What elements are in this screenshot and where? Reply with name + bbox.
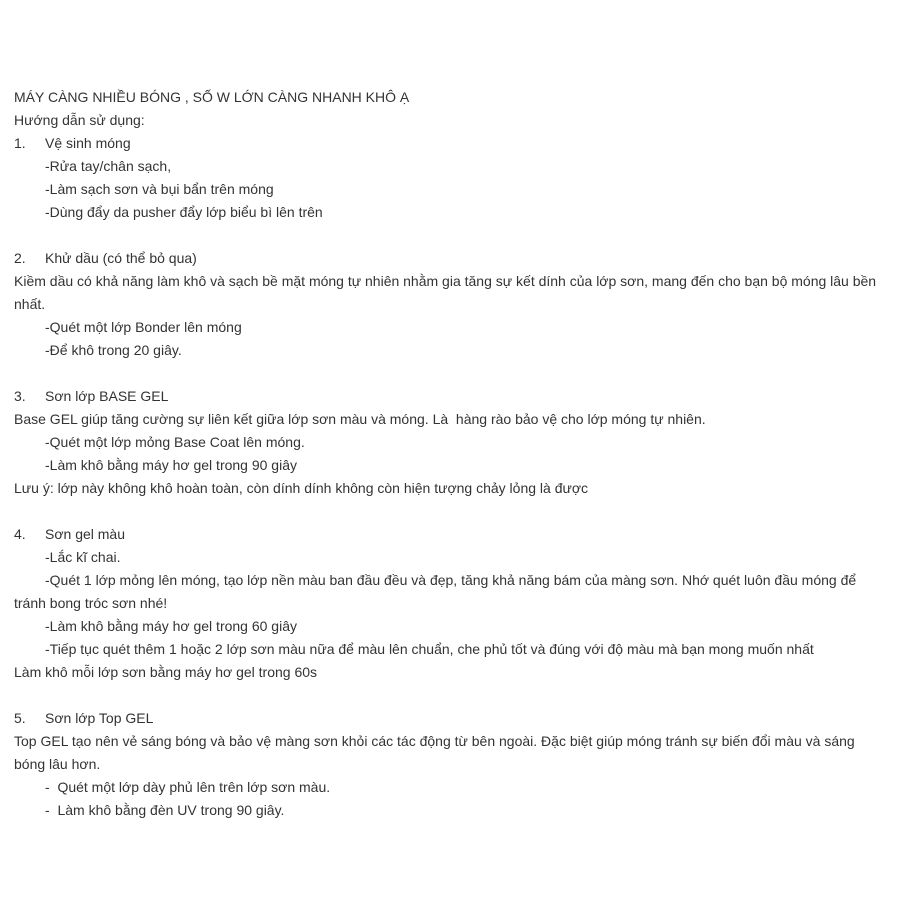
step-description: Base GEL giúp tăng cường sự liên kết giữa lớp sơn màu và móng. Là hàng rào bảo vệ cho lớp móng tự nhiên.	[14, 411, 706, 427]
step-item: -Làm khô bằng máy hơ gel trong 60 giây	[45, 618, 297, 634]
step-title: Vệ sinh móng	[45, 135, 131, 151]
step-item: -Dùng đẩy da pusher đẩy lớp biểu bì lên trên	[45, 204, 323, 220]
step-title: Sơn gel màu	[45, 526, 126, 542]
step-item: -Làm khô bằng máy hơ gel trong 90 giây	[45, 457, 297, 473]
step-item: -Rửa tay/chân sạch,	[45, 158, 172, 174]
step-3-title	[14, 385, 884, 408]
guide-title: Hướng dẫn sử dụng:	[14, 112, 145, 128]
step-item: -Làm sạch sơn và bụi bẩn trên móng	[45, 181, 274, 197]
spacer	[14, 684, 884, 707]
step-note: Lưu ý: lớp này không khô hoàn toàn, còn dính dính không còn hiện tượng chảy lỏng là được	[14, 480, 589, 496]
step-item: -Tiếp tục quét thêm 1 hoặc 2 lớp sơn màu nữa để màu lên chuẩn, che phủ tốt và đúng với độ màu mà bạn mong muốn nhất	[45, 641, 814, 657]
step-5-title	[14, 707, 884, 730]
step-number: 5.	[14, 710, 26, 726]
step-title: Sơn lớp BASE GEL	[45, 388, 169, 404]
spacer	[14, 362, 884, 385]
step-1-title	[14, 132, 884, 155]
step-item: - Làm khô bằng đèn UV trong 90 giây.	[45, 802, 285, 818]
step-4-title	[14, 523, 884, 546]
step-item: -Lắc kĩ chai.	[45, 549, 121, 565]
step-item: -Quét một lớp mỏng Base Coat lên móng.	[45, 434, 305, 450]
step-number: 1.	[14, 135, 26, 151]
step-item: -Quét một lớp Bonder lên móng	[45, 319, 242, 335]
step-number: 4.	[14, 526, 26, 542]
step-number: 2.	[14, 250, 26, 266]
heading: MÁY CÀNG NHIỀU BÓNG , SỐ W LỚN CÀNG NHANH KHÔ Ạ	[14, 89, 410, 105]
step-item: -Để khô trong 20 giây.	[45, 342, 182, 358]
step-item: -Quét 1 lớp mỏng lên móng, tạo lớp nền màu ban đầu đều và đẹp, tăng khả năng bám của màng sơn. Nhớ quét luôn đầu móng để	[45, 572, 857, 588]
step-item: - Quét một lớp dày phủ lên trên lớp sơn màu.	[45, 779, 331, 795]
spacer	[14, 224, 884, 247]
step-item-continued: tránh bong tróc sơn nhé!	[14, 595, 168, 611]
step-description: Top GEL tạo nên vẻ sáng bóng và bảo vệ màng sơn khỏi các tác động từ bên ngoài. Đặc biệt giúp móng tránh sự biến đổi màu và sáng bóng lâu hơn.	[14, 733, 859, 772]
step-description: Kiềm dầu có khả năng làm khô và sạch bề mặt móng tự nhiên nhằm gia tăng sự kết dính của lớp sơn, mang đến cho bạn bộ móng lâu bền nhất.	[14, 273, 880, 312]
step-title: Sơn lớp Top GEL	[45, 710, 154, 726]
step-title: Khử dầu (có thể bỏ qua)	[45, 250, 197, 266]
step-2-title	[14, 247, 884, 270]
product-description	[14, 86, 884, 822]
spacer	[14, 500, 884, 523]
step-note: Làm khô mỗi lớp sơn bằng máy hơ gel trong 60s	[14, 664, 318, 680]
step-number: 3.	[14, 388, 26, 404]
